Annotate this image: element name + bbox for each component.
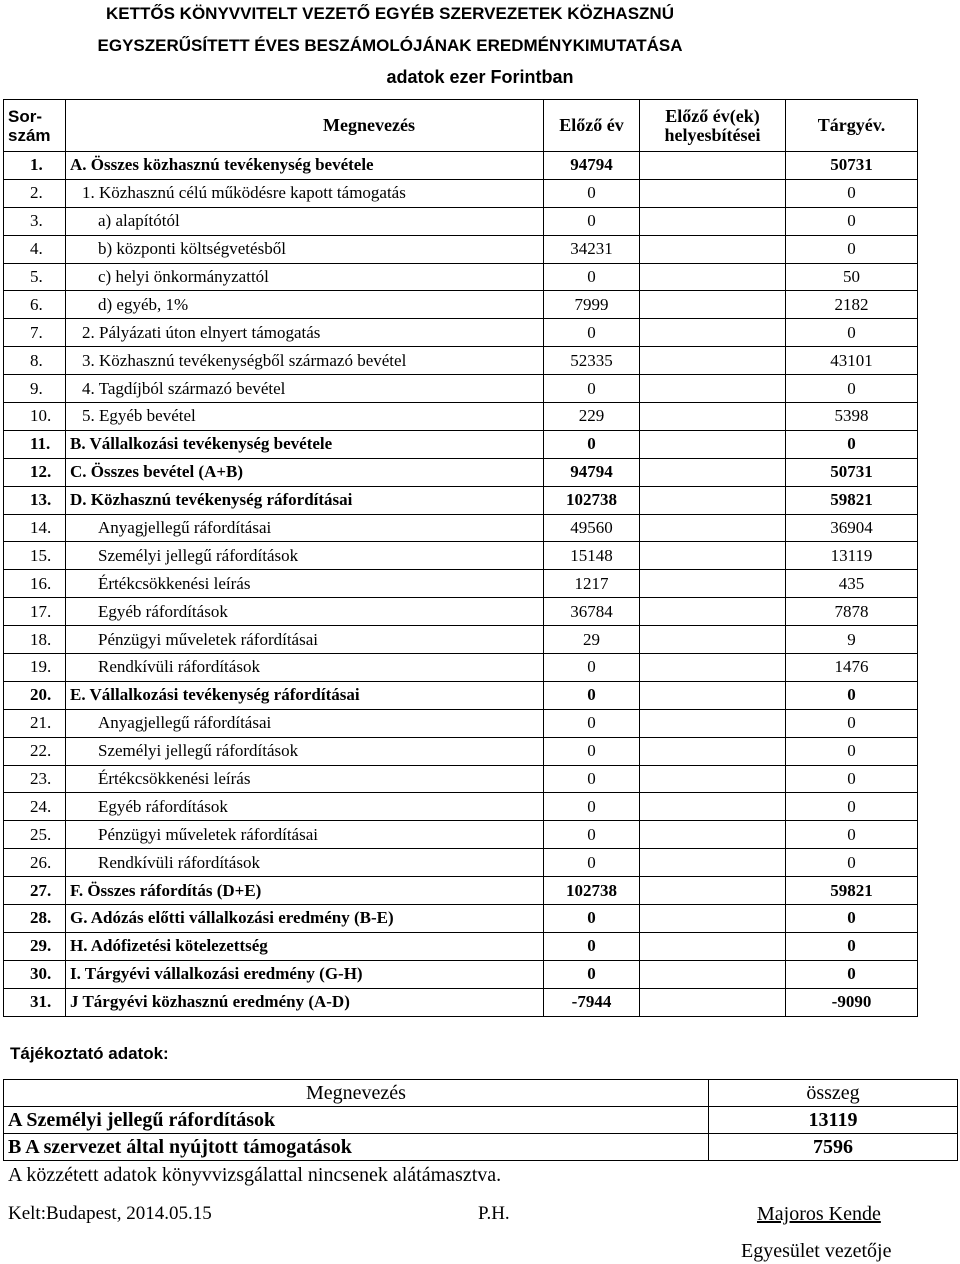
row-prev-year: 0 — [544, 430, 640, 458]
signer-name: Majoros Kende — [757, 1203, 881, 1225]
row-current-year: 0 — [786, 319, 918, 347]
row-current-year: 0 — [786, 737, 918, 765]
row-name — [66, 291, 544, 319]
row-name-text: C. Összes bevétel (A+B) — [70, 462, 244, 482]
row-name — [66, 152, 544, 180]
row-current-year: 0 — [786, 765, 918, 793]
row-correction — [640, 486, 786, 514]
row-current-year: 0 — [786, 793, 918, 821]
row-name-text: 5. Egyéb bevétel — [82, 406, 196, 426]
row-name-text: c) helyi önkormányzattól — [98, 267, 269, 286]
row-current-year: -9090 — [786, 988, 918, 1016]
row-correction — [640, 821, 786, 849]
row-name — [66, 375, 544, 403]
row-name-text: 1. Közhasznú célú működésre kapott támogatás — [82, 183, 406, 203]
row-name — [66, 542, 544, 570]
table-row — [4, 988, 918, 1016]
row-current-year: 50731 — [786, 152, 918, 180]
row-name — [66, 347, 544, 375]
row-name — [66, 207, 544, 235]
table-row — [4, 765, 918, 793]
table-row — [4, 458, 918, 486]
row-correction — [640, 430, 786, 458]
row-prev-year: 0 — [544, 821, 640, 849]
table-row — [4, 486, 918, 514]
row-name-text: Értékcsökkenési leírás — [98, 769, 251, 789]
row-prev-year: 49560 — [544, 514, 640, 542]
row-correction — [640, 681, 786, 709]
row-name-text: Személyi jellegű ráfordítások — [98, 741, 299, 761]
row-prev-year: 0 — [544, 263, 640, 291]
header-targyev: Tárgyév. — [786, 100, 918, 152]
row-number: 30. — [4, 960, 66, 988]
row-current-year: 59821 — [786, 877, 918, 905]
info-header-name: Megnevezés — [4, 1080, 709, 1107]
info-header-row — [4, 1080, 958, 1107]
info-row-name: B A szervezet által nyújtott támogatások — [4, 1134, 709, 1161]
row-name-text: Egyéb ráfordítások — [98, 796, 228, 816]
info-row — [4, 1107, 958, 1134]
row-name — [66, 514, 544, 542]
row-correction — [640, 207, 786, 235]
table-row — [4, 403, 918, 431]
row-name-text: Egyéb ráfordítások — [98, 601, 228, 621]
row-current-year: 1476 — [786, 654, 918, 682]
row-prev-year: 94794 — [544, 152, 640, 180]
row-prev-year: 0 — [544, 375, 640, 403]
row-correction — [640, 737, 786, 765]
row-number: 8. — [4, 347, 66, 375]
row-current-year: 50 — [786, 263, 918, 291]
row-number: 25. — [4, 821, 66, 849]
row-number: 29. — [4, 932, 66, 960]
header-sorszam — [4, 100, 66, 152]
row-name — [66, 905, 544, 933]
row-prev-year: 34231 — [544, 235, 640, 263]
table-row — [4, 793, 918, 821]
row-name-text: D. Közhasznú tevékenység ráfordításai — [70, 490, 353, 510]
row-name-text: Pénzügyi műveletek ráfordításai — [98, 629, 318, 649]
row-number: 9. — [4, 375, 66, 403]
row-name — [66, 458, 544, 486]
row-prev-year: 7999 — [544, 291, 640, 319]
row-name — [66, 626, 544, 654]
row-prev-year: 0 — [544, 709, 640, 737]
row-correction — [640, 654, 786, 682]
row-correction — [640, 514, 786, 542]
row-name-text: 4. Tagdíjból származó bevétel — [82, 378, 286, 398]
row-number: 6. — [4, 291, 66, 319]
row-prev-year: 0 — [544, 179, 640, 207]
row-name — [66, 765, 544, 793]
stamp-placeholder: P.H. — [478, 1203, 510, 1224]
row-name — [66, 179, 544, 207]
row-current-year: 0 — [786, 960, 918, 988]
row-name — [66, 654, 544, 682]
info-row-amount: 13119 — [709, 1107, 958, 1134]
row-current-year: 0 — [786, 905, 918, 933]
signer-role: Egyesület vezetője — [741, 1240, 892, 1262]
row-name — [66, 598, 544, 626]
row-name-text: Rendkívüli ráfordítások — [98, 657, 260, 677]
row-name-text: 3. Közhasznú tevékenységből származó bevétel — [82, 350, 407, 370]
row-prev-year: -7944 — [544, 988, 640, 1016]
info-row — [4, 1134, 958, 1161]
row-correction — [640, 403, 786, 431]
row-correction — [640, 347, 786, 375]
row-current-year: 13119 — [786, 542, 918, 570]
row-name-text: F. Összes ráfordítás (D+E) — [70, 880, 262, 900]
row-name — [66, 681, 544, 709]
row-correction — [640, 905, 786, 933]
row-current-year: 2182 — [786, 291, 918, 319]
row-prev-year: 1217 — [544, 570, 640, 598]
row-number: 31. — [4, 988, 66, 1016]
row-name — [66, 263, 544, 291]
info-header-amount: összeg — [709, 1080, 958, 1107]
table-row — [4, 375, 918, 403]
row-current-year: 0 — [786, 207, 918, 235]
row-correction — [640, 291, 786, 319]
row-number: 28. — [4, 905, 66, 933]
row-correction — [640, 152, 786, 180]
row-current-year: 7878 — [786, 598, 918, 626]
row-correction — [640, 375, 786, 403]
place-date: Kelt:Budapest, 2014.05.15 — [8, 1203, 212, 1224]
row-name — [66, 877, 544, 905]
row-name — [66, 319, 544, 347]
row-name-text: J Tárgyévi közhasznú eredmény (A-D) — [70, 992, 350, 1012]
table-row — [4, 291, 918, 319]
row-number: 2. — [4, 179, 66, 207]
table-row — [4, 347, 918, 375]
row-number: 14. — [4, 514, 66, 542]
row-number: 15. — [4, 542, 66, 570]
row-name — [66, 235, 544, 263]
table-row — [4, 960, 918, 988]
row-name — [66, 988, 544, 1016]
row-number: 17. — [4, 598, 66, 626]
table-body — [4, 152, 918, 1017]
row-prev-year: 0 — [544, 932, 640, 960]
row-name-text: Pénzügyi műveletek ráfordításai — [98, 824, 318, 844]
row-name-text: Rendkívüli ráfordítások — [98, 852, 260, 872]
row-correction — [640, 570, 786, 598]
report-title-line2: EGYSZERŰSÍTETT ÉVES BESZÁMOLÓJÁNAK EREDMÉNYKIMUTATÁSA — [97, 36, 683, 55]
row-prev-year: 0 — [544, 960, 640, 988]
row-correction — [640, 709, 786, 737]
row-current-year: 0 — [786, 235, 918, 263]
row-name — [66, 960, 544, 988]
table-row — [4, 681, 918, 709]
row-current-year: 59821 — [786, 486, 918, 514]
row-current-year: 0 — [786, 179, 918, 207]
row-prev-year: 0 — [544, 793, 640, 821]
row-current-year: 0 — [786, 932, 918, 960]
row-current-year: 43101 — [786, 347, 918, 375]
report-title-line1: KETTŐS KÖNYVVITELT VEZETŐ EGYÉB SZERVEZETEK KÖZHASZNÚ — [106, 4, 674, 23]
table-row — [4, 737, 918, 765]
row-prev-year: 94794 — [544, 458, 640, 486]
table-row — [4, 905, 918, 933]
row-prev-year: 229 — [544, 403, 640, 431]
income-statement-table — [3, 99, 918, 1017]
info-section-label: Tájékoztató adatok: — [10, 1044, 169, 1063]
row-current-year: 36904 — [786, 514, 918, 542]
table-row — [4, 626, 918, 654]
row-current-year: 0 — [786, 821, 918, 849]
row-number: 5. — [4, 263, 66, 291]
row-correction — [640, 319, 786, 347]
info-row-name: A Személyi jellegű ráfordítások — [4, 1107, 709, 1134]
row-current-year: 0 — [786, 849, 918, 877]
row-correction — [640, 542, 786, 570]
row-current-year: 50731 — [786, 458, 918, 486]
row-correction — [640, 793, 786, 821]
row-name-text: Anyagjellegű ráfordításai — [98, 713, 272, 733]
row-correction — [640, 932, 786, 960]
row-number: 7. — [4, 319, 66, 347]
row-name — [66, 793, 544, 821]
table-row — [4, 932, 918, 960]
table-row — [4, 598, 918, 626]
row-number: 20. — [4, 681, 66, 709]
row-current-year: 435 — [786, 570, 918, 598]
row-number: 1. — [4, 152, 66, 180]
header-helyesbitesek-line2: helyesbítései — [664, 124, 761, 145]
row-prev-year: 0 — [544, 765, 640, 793]
row-number: 18. — [4, 626, 66, 654]
row-correction — [640, 458, 786, 486]
row-prev-year: 29 — [544, 626, 640, 654]
header-megnevezes: Megnevezés — [66, 100, 544, 152]
header-elozo-ev: Előző év — [544, 100, 640, 152]
table-row — [4, 207, 918, 235]
row-number: 16. — [4, 570, 66, 598]
row-name-text: G. Adózás előtti vállalkozási eredmény (B-E) — [70, 908, 394, 928]
table-row — [4, 542, 918, 570]
table-row — [4, 877, 918, 905]
row-correction — [640, 263, 786, 291]
row-number: 12. — [4, 458, 66, 486]
row-name-text: I. Tárgyévi vállalkozási eredmény (G-H) — [70, 964, 363, 984]
row-prev-year: 0 — [544, 319, 640, 347]
row-current-year: 5398 — [786, 403, 918, 431]
row-name-text: d) egyéb, 1% — [98, 294, 189, 314]
row-number: 13. — [4, 486, 66, 514]
row-name — [66, 709, 544, 737]
row-number: 23. — [4, 765, 66, 793]
row-prev-year: 0 — [544, 654, 640, 682]
table-row — [4, 514, 918, 542]
row-correction — [640, 179, 786, 207]
row-number: 27. — [4, 877, 66, 905]
row-name — [66, 430, 544, 458]
row-name-text: B. Vállalkozási tevékenység bevétele — [70, 434, 333, 454]
row-number: 22. — [4, 737, 66, 765]
table-row — [4, 570, 918, 598]
row-prev-year: 0 — [544, 207, 640, 235]
row-current-year: 0 — [786, 709, 918, 737]
row-name — [66, 737, 544, 765]
row-name — [66, 821, 544, 849]
row-prev-year: 0 — [544, 737, 640, 765]
row-number: 26. — [4, 849, 66, 877]
table-row — [4, 430, 918, 458]
table-row — [4, 821, 918, 849]
row-number: 11. — [4, 430, 66, 458]
row-prev-year: 0 — [544, 849, 640, 877]
row-prev-year: 0 — [544, 905, 640, 933]
row-number: 10. — [4, 403, 66, 431]
table-row — [4, 152, 918, 180]
row-correction — [640, 877, 786, 905]
row-prev-year: 52335 — [544, 347, 640, 375]
header-helyesbitesek — [640, 100, 786, 152]
row-prev-year: 0 — [544, 681, 640, 709]
row-correction — [640, 765, 786, 793]
row-name — [66, 570, 544, 598]
row-number: 19. — [4, 654, 66, 682]
row-name — [66, 849, 544, 877]
row-correction — [640, 626, 786, 654]
table-header-row — [4, 100, 918, 152]
row-name-text: Személyi jellegű ráfordítások — [98, 545, 299, 565]
row-name-text: Értékcsökkenési leírás — [98, 573, 251, 593]
row-name-text: Anyagjellegű ráfordításai — [98, 518, 272, 538]
table-row — [4, 654, 918, 682]
row-correction — [640, 598, 786, 626]
row-name-text: E. Vállalkozási tevékenység ráfordításai — [70, 685, 360, 705]
row-correction — [640, 988, 786, 1016]
row-correction — [640, 235, 786, 263]
row-correction — [640, 849, 786, 877]
row-name — [66, 403, 544, 431]
info-table — [3, 1079, 958, 1161]
row-name-text: b) központi költségvetésből — [98, 239, 286, 259]
table-row — [4, 179, 918, 207]
row-name-text: 2. Pályázati úton elnyert támogatás — [82, 322, 321, 342]
row-number: 3. — [4, 207, 66, 235]
row-name — [66, 932, 544, 960]
row-number: 24. — [4, 793, 66, 821]
row-name-text: A. Összes közhasznú tevékenység bevétele — [70, 155, 374, 175]
row-current-year: 0 — [786, 430, 918, 458]
table-row — [4, 709, 918, 737]
row-current-year: 0 — [786, 681, 918, 709]
row-current-year: 0 — [786, 375, 918, 403]
row-number: 4. — [4, 235, 66, 263]
table-row — [4, 319, 918, 347]
header-sorszam-line2: szám — [8, 125, 51, 145]
row-prev-year: 102738 — [544, 486, 640, 514]
row-number: 21. — [4, 709, 66, 737]
row-correction — [640, 960, 786, 988]
audit-note: A közzétett adatok könyvvizsgálattal nincsenek alátámasztva. — [8, 1164, 502, 1186]
header-sorszam-line1: Sor- — [8, 106, 42, 126]
table-row — [4, 849, 918, 877]
row-prev-year: 36784 — [544, 598, 640, 626]
header-helyesbitesek-line1: Előző év(ek) — [665, 105, 760, 126]
row-name — [66, 486, 544, 514]
unit-note: adatok ezer Forintban — [386, 67, 574, 87]
row-current-year: 9 — [786, 626, 918, 654]
row-name-text: a) alapítótól — [98, 211, 180, 231]
row-prev-year: 15148 — [544, 542, 640, 570]
table-row — [4, 263, 918, 291]
row-prev-year: 102738 — [544, 877, 640, 905]
table-row — [4, 235, 918, 263]
info-row-amount: 7596 — [709, 1134, 958, 1161]
row-name-text: H. Adófizetési kötelezettség — [70, 936, 268, 956]
